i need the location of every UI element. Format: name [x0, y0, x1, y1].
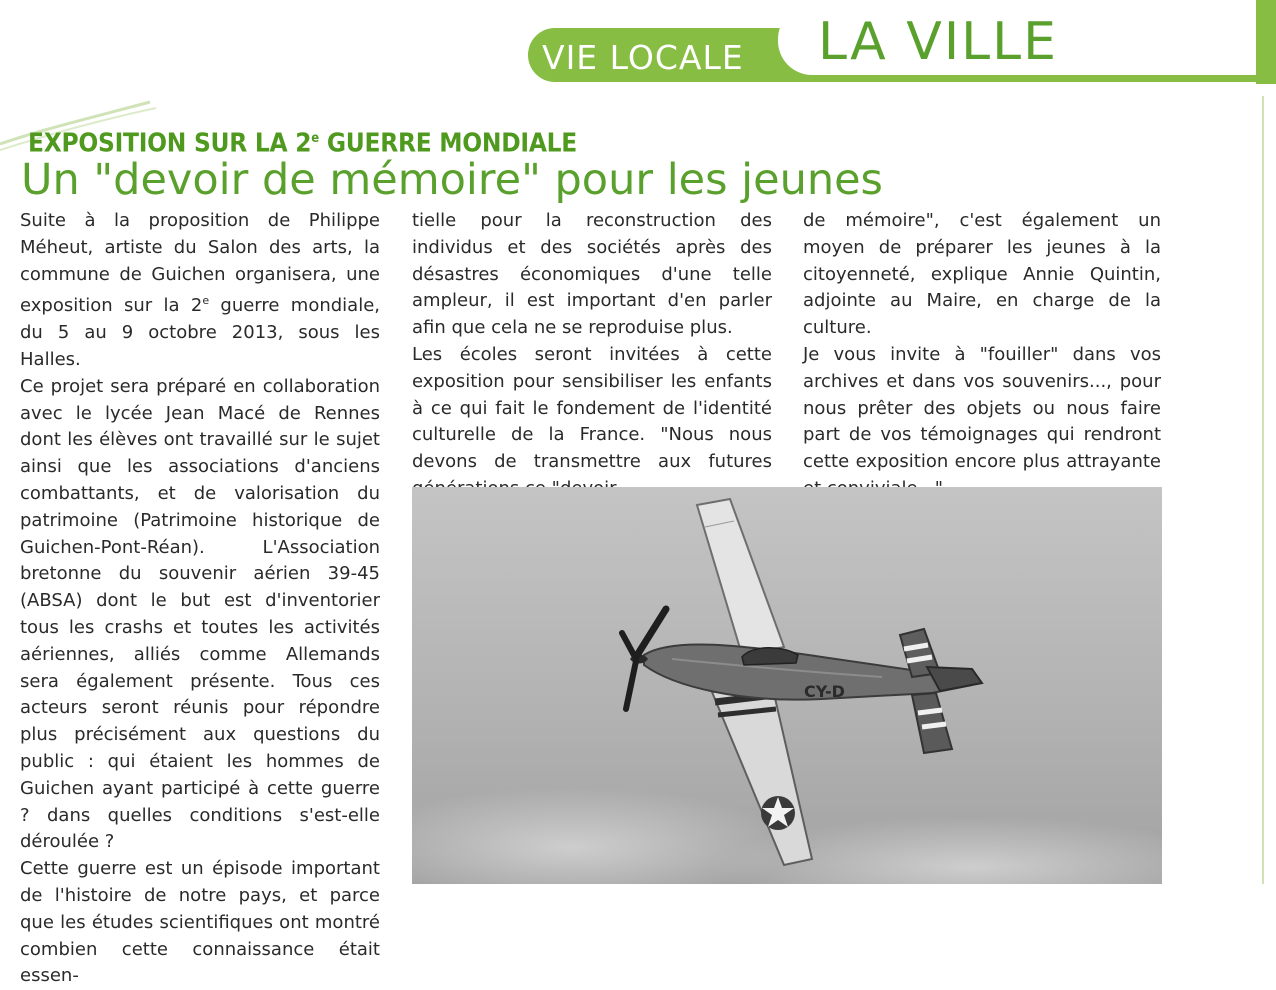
paragraph: Les écoles seront invitées à cette exposition pour sensibiliser les enfants à ce qui fait le fondement de l'identité culturelle de la France. "Nous nous devons de transmettre aux futures	[412, 343, 772, 473]
paragraph: Suite à la proposition de Philippe Méheut, artiste du Salon des arts, la commune de Guichen organisera, une exposition sur la 2e guerre mondiale, du 5 au 9 octobre 2013, sous les Halles.	[20, 210, 380, 370]
p51-mustang-photo-icon	[412, 487, 1162, 884]
paragraph: de mémoire", c'est également un moyen de préparer les jeunes à la citoyenneté, explique Annie Quintin, adjointe au Maire, en charge de la culture.	[803, 210, 1161, 339]
article-column-2	[412, 208, 772, 503]
right-margin-rule	[1262, 96, 1264, 884]
section-label: VIE LOCALE	[542, 38, 744, 77]
page-tab-edge	[1256, 0, 1276, 84]
page-label: LA VILLE	[818, 12, 1058, 72]
article-headline: Un "devoir de mémoire" pour les jeunes	[21, 155, 883, 205]
paragraph: Cette guerre est un épisode important de l'histoire de notre pays, et parce que les études scientifiques ont montré combien cette connaissance était essen-	[20, 858, 380, 987]
fuselage-code: CY-D	[804, 682, 845, 701]
paragraph: Je vous invite à "fouiller" dans vos archives et dans vos souvenirs..., pour nous prêter des objets ou nous faire part de vos témoignages qui rendront cette exposition encore plus attrayante	[803, 343, 1161, 473]
article-column-1	[20, 208, 380, 990]
paragraph: tielle pour la reconstruction des individus et des sociétés après des désastres économiques d'une telle ampleur, il est important d'en parler afin que cela ne se reproduise plus.	[412, 210, 772, 339]
article-kicker: EXPOSITION SUR LA 2e GUERRE MONDIALE	[28, 128, 578, 159]
airplane-photo	[412, 487, 1162, 884]
paragraph: Ce projet sera préparé en collaboration avec le lycée Jean Macé de Rennes dont les élèves ont travaillé sur le sujet ainsi que les associations d'anciens combattants, et de valorisation du patrimoine (Patrimoine historique de Guichen-Pont-Réan). L'Association bretonne du souvenir aérien 39-45 (ABSA) dont le but est d'inventorier tous les crashs et toutes les activités aériennes, alliés comme Allemands sera également présente. Tous ces acteurs seront réunis pour répondre plus précisément aux questions du public : qui étaient les hommes de Guichen ayant participé à cette guerre ? dans quelles conditions s'est-elle déroulée ?	[20, 375, 380, 853]
